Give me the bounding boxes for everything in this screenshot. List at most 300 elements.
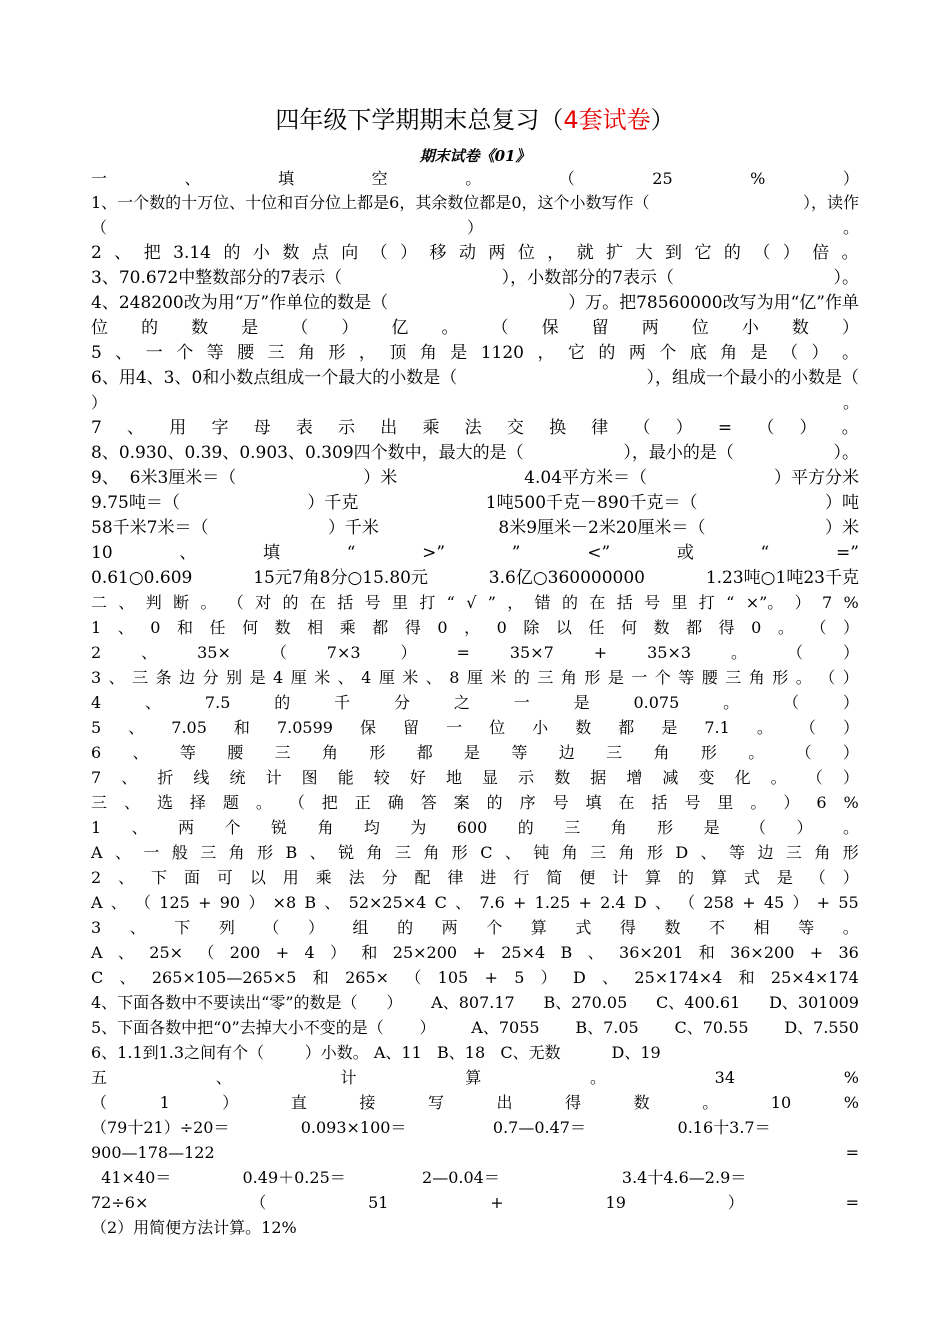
line-text: 进 xyxy=(480,868,497,887)
line-text: 之 xyxy=(453,693,470,712)
line-text: 是 xyxy=(573,693,590,712)
line-text: 腰 xyxy=(227,743,244,762)
line-text: ， xyxy=(547,243,565,263)
exam-line xyxy=(91,943,859,963)
line-text: 一 xyxy=(446,718,463,737)
line-text: ） xyxy=(842,768,859,787)
line-text: 265×105—265×5 xyxy=(151,968,297,987)
line-text: 空 xyxy=(371,169,388,188)
line-text: 下 xyxy=(174,918,191,937)
line-text: 号 xyxy=(644,593,661,612)
line-text: 个 xyxy=(486,918,503,937)
line-text: 、 xyxy=(215,1068,232,1087)
line-text: = xyxy=(845,1193,859,1212)
line-text: 位 xyxy=(517,243,535,263)
line-text: 锐 xyxy=(270,818,287,837)
line-text: （ xyxy=(370,243,388,263)
line-text: 序 xyxy=(519,793,536,812)
line-text: 1.25 xyxy=(534,893,571,912)
line-text: 是 xyxy=(661,718,678,737)
line-text: ） xyxy=(341,318,359,338)
line-text: 。 xyxy=(441,318,459,338)
line-text: 都 xyxy=(618,718,635,737)
line-text: 、 xyxy=(587,943,604,962)
line-text: 五 xyxy=(91,1068,108,1087)
line-text: 52×25×4 xyxy=(348,893,427,912)
line-text: + xyxy=(490,1193,504,1212)
line-text: （ xyxy=(781,343,799,363)
line-text: 换 xyxy=(549,418,567,438)
line-text: 。 xyxy=(756,718,773,737)
line-text: % xyxy=(843,1068,859,1087)
line-text: 。 xyxy=(731,643,748,662)
line-text: 用 xyxy=(282,868,299,887)
line-text: 7×3 xyxy=(326,643,361,662)
line-text: 以 xyxy=(555,618,572,637)
line-text: 三 xyxy=(537,668,554,687)
line-text: 角 xyxy=(814,843,831,862)
line-text: 1 xyxy=(91,818,102,837)
line-text: 计 xyxy=(340,1068,357,1087)
line-text: 在 xyxy=(309,593,326,612)
line-text: 7.6 xyxy=(479,893,505,912)
line-text: ） xyxy=(727,1193,744,1212)
exam-line xyxy=(91,793,859,813)
line-text: 个 xyxy=(659,343,677,363)
line-text: 7.1 xyxy=(704,718,730,737)
line-text: 51 xyxy=(368,1193,389,1212)
line-text: ）千米 xyxy=(327,518,379,538)
line-text: 0 xyxy=(150,618,161,637)
line-text: 、 xyxy=(309,843,326,862)
line-text: ） xyxy=(811,343,829,363)
line-text: 25×174×4 xyxy=(634,968,723,987)
line-text: 选 xyxy=(156,793,173,812)
line-text: 的 xyxy=(282,593,299,612)
line-text: 三 xyxy=(606,743,623,762)
line-text: 、 xyxy=(131,818,148,837)
line-text: C xyxy=(91,968,104,987)
line-text: 。 xyxy=(750,793,767,812)
exam-line xyxy=(91,1068,859,1088)
line-text: 。 xyxy=(702,1093,719,1112)
line-text: （ xyxy=(633,418,651,438)
line-text: 行 xyxy=(513,868,530,887)
line-text: 和 xyxy=(176,618,193,637)
line-text: 三 xyxy=(91,793,108,812)
line-text: 任 xyxy=(588,618,605,637)
line-text: 角 xyxy=(720,343,738,363)
line-text: 厘 xyxy=(290,668,307,687)
line-text: 9.75吨＝（ xyxy=(91,493,180,513)
line-text: 、 xyxy=(141,643,158,662)
line-text: 形 xyxy=(700,743,717,762)
line-text: 角 xyxy=(366,843,383,862)
line-text: ） xyxy=(307,918,324,937)
line-text: “ xyxy=(446,593,455,612)
line-text: 三 xyxy=(394,843,411,862)
line-text: 法 xyxy=(464,418,482,438)
line-text: 般 xyxy=(171,843,188,862)
exam-line xyxy=(91,268,859,288)
line-text: 移 xyxy=(429,243,447,263)
exam-line xyxy=(91,518,859,538)
line-text: 个 xyxy=(654,668,671,687)
line-text: 、 xyxy=(117,618,134,637)
line-text: 不 xyxy=(709,918,726,937)
line-text: 6、用4、3、0和小数点组成一个最大的小数是（ xyxy=(91,368,458,388)
line-text: = xyxy=(456,643,470,662)
line-text: 锐 xyxy=(338,843,355,862)
line-text: （ xyxy=(227,593,244,612)
line-text: （ xyxy=(558,169,575,188)
line-text: + xyxy=(809,943,824,962)
line-text: 留 xyxy=(591,318,609,338)
line-text: 角 xyxy=(610,818,627,837)
line-text: ×8 xyxy=(272,893,297,912)
line-text: 是 xyxy=(241,318,259,338)
line-text: 小 xyxy=(741,318,759,338)
line-text: 面 xyxy=(183,868,200,887)
line-text: 它 xyxy=(567,343,585,363)
line-text: 律 xyxy=(447,868,464,887)
line-text: ） xyxy=(841,318,859,338)
line-text: D xyxy=(675,843,689,862)
line-text: 三 xyxy=(564,818,581,837)
line-text: 分 xyxy=(393,693,410,712)
line-text: 三 xyxy=(785,843,802,862)
line-text: 出 xyxy=(496,1093,513,1112)
line-text: 都 xyxy=(686,618,703,637)
line-text: 。 xyxy=(723,693,740,712)
line-text: （ xyxy=(91,1093,108,1112)
line-text: 265× xyxy=(345,968,390,987)
line-text: 等 xyxy=(206,343,224,363)
line-text: 的 xyxy=(141,318,159,338)
exam-line xyxy=(91,368,859,388)
line-text: 1 xyxy=(159,1093,170,1112)
line-text: （ xyxy=(270,643,287,662)
line-text: ） xyxy=(248,893,265,912)
line-text: 6、1.1到1.3之间有个（ ）小数。 A、11 B、18 C、无数 D、19 xyxy=(91,1043,661,1062)
exam-line xyxy=(91,1193,859,1213)
line-text: 千 xyxy=(334,693,351,712)
exam-line xyxy=(91,1043,859,1063)
line-text: 列 xyxy=(218,918,235,937)
exam-line xyxy=(91,668,859,688)
line-text: D、7.550 xyxy=(784,1018,859,1037)
line-text: 交 xyxy=(506,418,524,438)
line-text: 乘 xyxy=(339,618,356,637)
line-text: 、 xyxy=(115,343,133,363)
line-text: 。 xyxy=(795,668,812,687)
line-text: 和 xyxy=(738,968,755,987)
line-text: （ xyxy=(135,893,152,912)
line-text: 角 xyxy=(560,668,577,687)
line-text: 、 xyxy=(117,943,134,962)
line-text: 、 xyxy=(108,668,125,687)
line-text: “ xyxy=(760,543,770,563)
line-text: 数 xyxy=(554,768,571,787)
line-text: 地 xyxy=(445,768,462,787)
line-text: 增 xyxy=(626,768,643,787)
line-text: ” xyxy=(487,593,496,612)
line-text: 形 xyxy=(772,668,789,687)
line-text: 形 xyxy=(369,743,386,762)
line-text: 图 xyxy=(301,768,318,787)
exam-line xyxy=(91,843,859,863)
line-text: 算 xyxy=(710,868,727,887)
line-text: % xyxy=(843,593,859,612)
line-text: 等 xyxy=(798,918,815,937)
line-text: 2 xyxy=(91,243,102,263)
line-text: 就 xyxy=(576,243,594,263)
line-text: 是 xyxy=(750,343,768,363)
exam-line xyxy=(91,1093,859,1113)
line-text: 2.4 xyxy=(600,893,626,912)
line-text: 。 xyxy=(589,1068,606,1087)
line-text: 计 xyxy=(265,768,282,787)
line-text: （ xyxy=(91,218,108,237)
line-text: 19 xyxy=(605,1193,626,1212)
line-text: 答 xyxy=(420,793,437,812)
line-text: 条 xyxy=(155,668,172,687)
line-text: （ xyxy=(799,718,816,737)
line-text: 错 xyxy=(534,593,551,612)
exam-line xyxy=(91,543,859,563)
line-text: 化 xyxy=(734,768,751,787)
line-text: 形 xyxy=(646,843,663,862)
line-text: ） xyxy=(222,1093,239,1112)
line-text: 边 xyxy=(179,668,196,687)
exam-line xyxy=(91,218,859,238)
line-text: ） xyxy=(400,243,418,263)
line-text: 的 xyxy=(678,868,695,887)
line-text: 里 xyxy=(717,793,734,812)
line-text: 1吨500千克－890千克＝（ xyxy=(485,493,698,513)
line-text: 4.04平方米＝（ xyxy=(524,468,648,488)
line-text: 形 xyxy=(257,843,274,862)
line-text: 一 xyxy=(631,668,648,687)
line-text: 55 xyxy=(838,893,859,912)
line-text: 题 xyxy=(222,793,239,812)
line-text: 保 xyxy=(541,318,559,338)
line-text: 9、 6米3厘米＝（ xyxy=(91,468,237,488)
line-text: 厘 xyxy=(466,668,483,687)
line-text: 36×200 xyxy=(730,943,795,962)
line-text: 、 xyxy=(504,843,521,862)
line-text: 乘 xyxy=(422,418,440,438)
exam-line xyxy=(91,643,859,663)
line-text: 。 xyxy=(770,768,787,787)
line-text: 58千米7米＝（ xyxy=(91,518,209,538)
line-text: 2 xyxy=(91,643,102,662)
line-text: B xyxy=(304,893,317,912)
line-text: 写 xyxy=(427,1093,444,1112)
line-text: 。 xyxy=(842,818,859,837)
line-text: 是 xyxy=(464,743,481,762)
line-text: 900—178—122 xyxy=(91,1143,215,1162)
line-text: 、 xyxy=(654,893,671,912)
line-text: 两 xyxy=(441,918,458,937)
exam-line xyxy=(91,443,859,463)
line-text: 个 xyxy=(176,343,194,363)
line-text: 5、下面各数中把“0”去掉大小不变的是（ xyxy=(91,1018,384,1037)
line-text: 字 xyxy=(211,418,229,438)
line-text: 25×4×174 xyxy=(770,968,859,987)
line-text: 45 xyxy=(763,893,785,912)
line-text: 下 xyxy=(151,868,168,887)
line-text: 变 xyxy=(698,768,715,787)
line-text: ） xyxy=(540,968,557,987)
line-text: + xyxy=(484,968,498,987)
line-text: ） xyxy=(842,668,859,687)
line-text: 填 xyxy=(278,169,295,188)
exam-subtitle: 期末试卷《01》 xyxy=(419,147,531,165)
line-text: 、 xyxy=(119,968,136,987)
line-text: 8米9厘米－2米20厘米＝（ xyxy=(498,518,706,538)
line-text: ），读作 xyxy=(802,193,859,212)
line-text: 边 xyxy=(757,843,774,862)
line-text: （ xyxy=(795,743,812,762)
line-text: （ xyxy=(291,318,309,338)
line-text: 把 xyxy=(321,793,338,812)
exam-line xyxy=(91,968,859,988)
exam-line xyxy=(91,593,859,613)
line-text: 3 xyxy=(91,668,102,687)
line-text: 2 xyxy=(91,868,102,887)
line-text: 小 xyxy=(252,243,270,263)
line-text: 258 xyxy=(703,893,734,912)
line-text: D xyxy=(572,968,586,987)
exam-line xyxy=(91,1218,859,1238)
line-text: 、 xyxy=(425,668,442,687)
line-text: 7.05 xyxy=(171,718,207,737)
line-text: 8 xyxy=(449,668,460,687)
line-text: 、 xyxy=(455,893,472,912)
line-text: ），最小的是（ xyxy=(623,443,734,463)
line-text: ×”。 xyxy=(745,593,784,612)
line-text: 和 xyxy=(233,718,250,737)
line-text: 到 xyxy=(665,243,682,263)
line-text: 36×201 xyxy=(619,943,684,962)
line-text: “ xyxy=(346,543,356,563)
line-text: 都 xyxy=(416,743,433,762)
line-text: 角 xyxy=(748,668,765,687)
line-text: =” xyxy=(835,543,859,563)
line-text: 号 xyxy=(364,593,381,612)
line-text: 、 xyxy=(145,693,162,712)
line-text: 数 xyxy=(664,918,681,937)
line-text: 填 xyxy=(263,543,281,563)
line-text: 7.5 xyxy=(204,693,231,712)
line-text: 角 xyxy=(298,343,315,363)
line-text: 断 xyxy=(173,593,190,612)
line-text: 打 xyxy=(698,593,715,612)
line-text: 7.0599 xyxy=(276,718,333,737)
exam-line xyxy=(91,718,859,738)
line-text: 一 xyxy=(143,843,160,862)
line-text: 。 xyxy=(842,918,859,937)
line-text: + xyxy=(198,893,212,912)
exam-line xyxy=(91,918,859,938)
exam-line xyxy=(91,169,859,189)
line-text: 、 xyxy=(602,968,619,987)
line-text: 、 xyxy=(118,868,135,887)
line-text: 角 xyxy=(419,343,437,363)
line-text: 一 xyxy=(145,343,163,363)
line-text: （2）用简便方法计算。12% xyxy=(91,1218,297,1237)
line-text: 1120 xyxy=(480,343,524,363)
exam-line xyxy=(91,868,859,888)
line-text: ） xyxy=(842,643,859,662)
line-text: 。 xyxy=(465,169,482,188)
line-text: 、 xyxy=(110,893,127,912)
line-text: 25× xyxy=(149,943,184,962)
line-text: 。 xyxy=(841,343,859,363)
line-text: ） xyxy=(466,218,483,237)
line-text: 分 xyxy=(202,668,219,687)
line-text: （ xyxy=(783,693,800,712)
line-text: 折 xyxy=(157,768,174,787)
line-text: A、7055 xyxy=(471,1018,540,1037)
line-text: 号 xyxy=(552,793,569,812)
line-text: 的 xyxy=(598,343,616,363)
line-text: ” xyxy=(511,543,521,563)
line-text: 0.61○0.609 xyxy=(91,568,193,588)
line-text: 简 xyxy=(546,868,563,887)
line-text: 显 xyxy=(482,768,499,787)
line-text: 1.23吨○1吨23千克 xyxy=(705,568,859,588)
line-text: 形 xyxy=(657,818,674,837)
line-text: <” xyxy=(587,543,611,563)
line-text: 数 xyxy=(791,318,809,338)
exam-line xyxy=(91,468,859,488)
line-text: D、301009 xyxy=(769,993,859,1012)
line-text: 计 xyxy=(612,868,629,887)
line-text: ） xyxy=(799,418,817,438)
line-text: 5 xyxy=(91,343,102,363)
line-text: 乘 xyxy=(315,868,332,887)
line-text: 何 xyxy=(242,618,259,637)
line-text: 、 xyxy=(114,243,132,263)
line-text: 4 xyxy=(91,693,102,712)
exam-line xyxy=(91,768,859,788)
line-text: 均 xyxy=(363,818,380,837)
line-text: 小 xyxy=(532,718,549,737)
line-text: 。 xyxy=(777,618,794,637)
page-title xyxy=(0,100,950,135)
line-text: 亿 xyxy=(391,318,409,338)
line-text: 形 xyxy=(451,843,468,862)
line-text: ）千克 xyxy=(307,493,359,513)
line-text: √ xyxy=(466,593,477,612)
line-text: % xyxy=(750,169,766,188)
line-text: + xyxy=(472,943,486,962)
line-text: 数 xyxy=(653,618,670,637)
line-text: 判 xyxy=(145,593,162,612)
line-text: 减 xyxy=(662,768,679,787)
line-text: ）平方分米 xyxy=(773,468,859,488)
line-text: 角 xyxy=(618,843,635,862)
line-text: （ xyxy=(750,818,767,837)
line-text: 里 xyxy=(391,593,408,612)
line-text: + xyxy=(578,893,592,912)
line-text: 6 xyxy=(816,793,827,812)
line-text: 号 xyxy=(684,793,701,812)
exam-line xyxy=(91,1018,859,1038)
line-text: 三 xyxy=(590,843,607,862)
